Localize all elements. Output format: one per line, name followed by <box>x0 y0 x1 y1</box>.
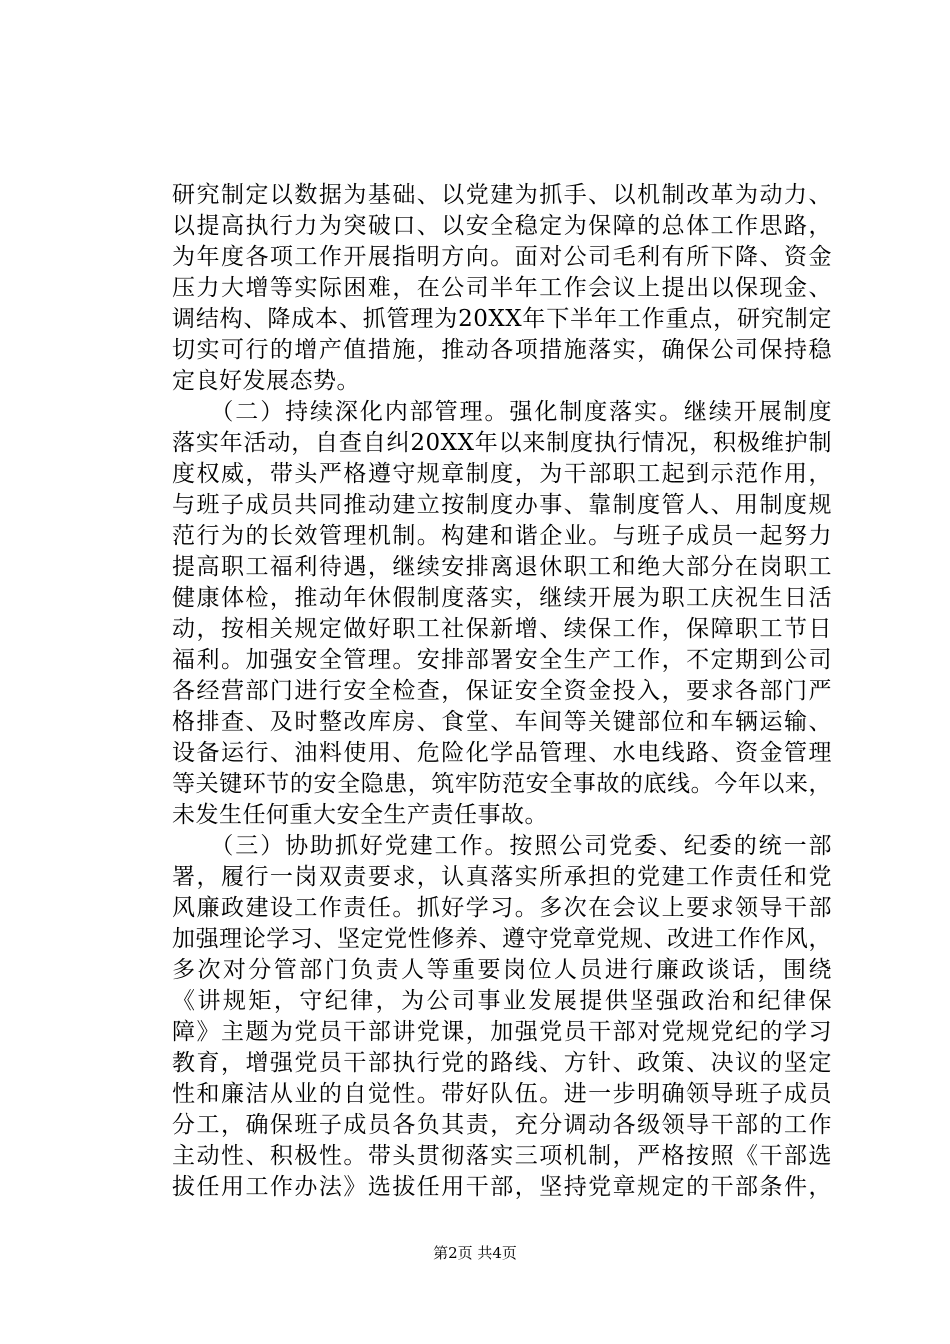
text-line: 健康体检，推动年休假制度落实，继续开展为职工庆祝生日活 <box>172 585 832 611</box>
text-line: 福利。加强安全管理。安排部署安全生产工作，不定期到公司 <box>172 647 832 673</box>
text-line: 调结构、降成本、抓管理为20XX年下半年工作重点，研究制定 <box>172 306 832 332</box>
text-line: 拔任用工作办法》选拔任用干部，坚持党章规定的干部条件， <box>172 1174 832 1200</box>
text-line: 教育，增强党员干部执行党的路线、方针、政策、决议的坚定 <box>172 1050 832 1076</box>
text-line: 性和廉洁从业的自觉性。带好队伍。进一步明确领导班子成员 <box>172 1081 832 1107</box>
text-line: 分工，确保班子成员各负其责，充分调动各级领导干部的工作 <box>172 1112 832 1138</box>
text-line: 各经营部门进行安全检查，保证安全资金投入，要求各部门严 <box>172 678 832 704</box>
text-line: 压力大增等实际困难，在公司半年工作会议上提出以保现金、 <box>172 275 832 301</box>
page-footer: 第2页 共4页 <box>433 1244 517 1262</box>
text-line: 等关键环节的安全隐患，筑牢防范安全事故的底线。今年以来， <box>172 771 832 797</box>
text-line: 定良好发展态势。 <box>172 368 360 394</box>
text-line: 度权威，带头严格遵守规章制度，为干部职工起到示范作用， <box>172 461 832 487</box>
text-line: （二）持续深化内部管理。强化制度落实。继续开展制度 <box>172 399 832 425</box>
text-line: （三）协助抓好党建工作。按照公司党委、纪委的统一部 <box>172 833 832 859</box>
text-line: 署，履行一岗双责要求，认真落实所承担的党建工作责任和党 <box>172 864 832 890</box>
body-text <box>172 180 832 1203</box>
text-line: 多次对分管部门负责人等重要岗位人员进行廉政谈话，围绕 <box>172 957 832 983</box>
text-line: 研究制定以数据为基础、以党建为抓手、以机制改革为动力、 <box>172 182 832 208</box>
text-line: 提高职工福利待遇，继续安排离退休职工和绝大部分在岗职工 <box>172 554 832 580</box>
text-line: 与班子成员共同推动建立按制度办事、靠制度管人、用制度规 <box>172 492 832 518</box>
text-line: 《讲规矩，守纪律，为公司事业发展提供坚强政治和纪律保 <box>172 988 832 1014</box>
text-line: 设备运行、油料使用、危险化学品管理、水电线路、资金管理 <box>172 740 832 766</box>
text-line: 主动性、积极性。带头贯彻落实三项机制，严格按照《干部选 <box>172 1143 832 1169</box>
text-line: 格排查、及时整改库房、食堂、车间等关键部位和车辆运输、 <box>172 709 832 735</box>
text-line: 未发生任何重大安全生产责任事故。 <box>172 802 548 828</box>
text-line: 风廉政建设工作责任。抓好学习。多次在会议上要求领导干部 <box>172 895 832 921</box>
text-line: 障》主题为党员干部讲党课，加强党员干部对党规党纪的学习 <box>172 1019 832 1045</box>
text-line: 为年度各项工作开展指明方向。面对公司毛利有所下降、资金 <box>172 244 832 270</box>
text-line: 以提高执行力为突破口、以安全稳定为保障的总体工作思路， <box>172 213 832 239</box>
text-line: 落实年活动，自查自纠20XX年以来制度执行情况，积极维护制 <box>172 430 832 456</box>
text-line: 范行为的长效管理机制。构建和谐企业。与班子成员一起努力 <box>172 523 832 549</box>
text-line: 切实可行的增产值措施，推动各项措施落实，确保公司保持稳 <box>172 337 832 363</box>
text-line: 加强理论学习、坚定党性修养、遵守党章党规、改进工作作风， <box>172 926 832 952</box>
text-line: 动，按相关规定做好职工社保新增、续保工作，保障职工节日 <box>172 616 832 642</box>
